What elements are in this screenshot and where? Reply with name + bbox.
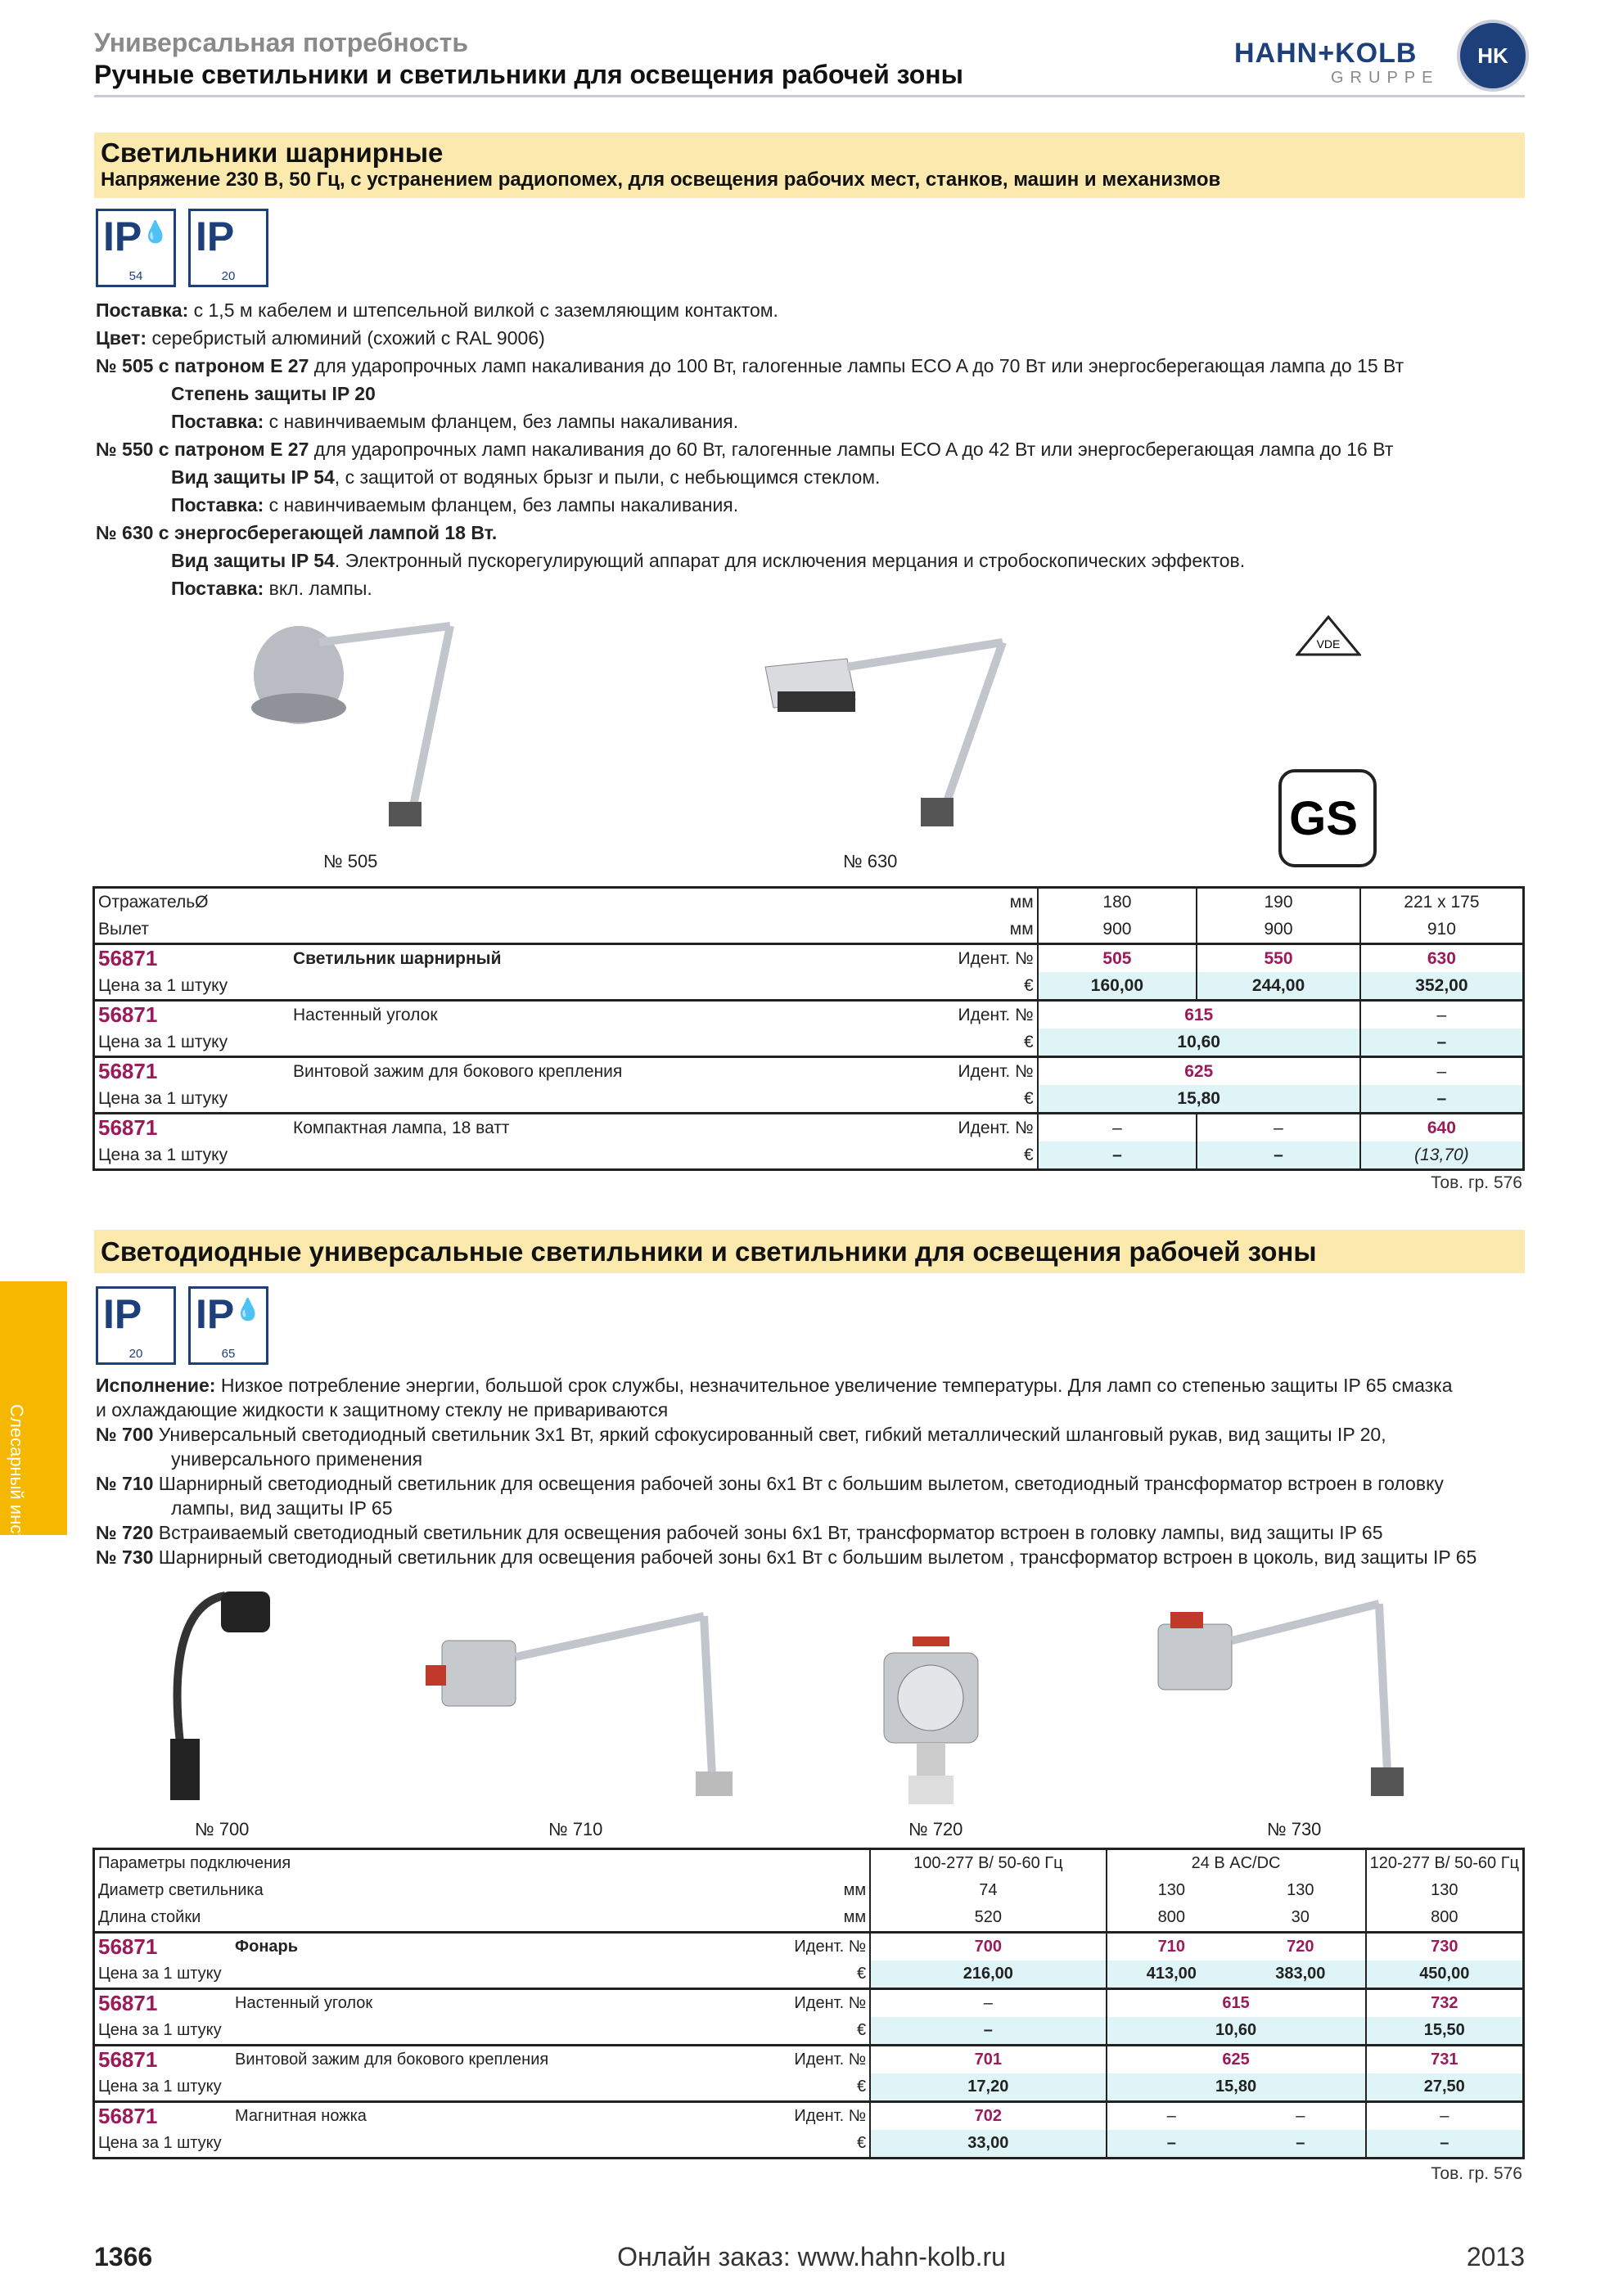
desc-line: Поставка: с 1,5 м кабелем и штепсельной вилкой с заземляющим контактом.	[96, 299, 778, 321]
table-row: Длина стойки мм 520 800 30 800	[94, 1904, 1524, 1933]
logo-mark-icon: HK	[1457, 20, 1529, 92]
desc-line: № 730 Шарнирный светодиодный светильник для освещения рабочей зоны 6х1 Вт с большим вылетом , трансформатор встроен в цоколь, вид защиты IP 65	[96, 1546, 1477, 1568]
side-tab	[0, 1281, 67, 1601]
section-title: Светодиодные универсальные светильники и светильники для освещения рабочей зоны	[101, 1236, 1317, 1267]
side-tab-label: Слесарный инструмент	[7, 1404, 27, 1601]
table-row: Цена за 1 штуку € – 10,60 15,50	[94, 2017, 1524, 2046]
desc-line: № 630 с энергосберегающей лампой 18 Вт.	[96, 522, 498, 543]
table-row: 56871 Настенный уголок Идент. № – 615 732	[94, 1989, 1524, 2018]
desc-line: Поставка: с навинчиваемым фланцем, без лампы накаливания.	[171, 494, 739, 515]
desc-line: лампы, вид защиты IP 65	[171, 1497, 393, 1519]
section-title: Светильники шарнирные	[101, 137, 444, 168]
desc-line: № 710 Шарнирный светодиодный светильник для освещения рабочей зоны 6х1 Вт с большим вылетом, светодиодный трансформатор встроен в головку	[96, 1473, 1444, 1494]
ip20-badge: IP 20	[96, 1286, 176, 1365]
lamp-710-image	[426, 1600, 737, 1804]
table-row: 56871 Винтовой зажим для бокового крепления Идент. № 701 625 731	[94, 2046, 1524, 2074]
section2-description	[96, 1373, 1536, 1569]
lamp-720-image	[868, 1628, 990, 1817]
table-row: Цена за 1 штуку € 17,20 15,80 27,50	[94, 2073, 1524, 2102]
desc-line: Поставка: вкл. лампы.	[171, 578, 372, 599]
section-subtitle: Напряжение 230 В, 50 Гц, с устранением радиопомех, для освещения рабочих мест, станков, машин и механизмов	[101, 169, 1221, 191]
table-row: Цена за 1 штуку € 33,00 – – –	[94, 2130, 1524, 2159]
brand-logo	[1234, 20, 1529, 95]
lamp-700-image	[164, 1587, 295, 1808]
desc-line: № 550 с патроном Е 27 для ударопрочных ламп накаливания до 60 Вт, галогенные лампы ECO A до 42 Вт или энергосберегающая лампа до 16 Вт	[96, 439, 1394, 460]
header-divider	[94, 95, 1525, 97]
ip54-badge: IP 💧 54	[96, 209, 176, 287]
desc-line: и охлаждающие жидкости к защитному стеклу не привариваются	[96, 1399, 669, 1420]
desc-line: Вид защиты IP 54. Электронный пускорегулирующий аппарат для исключения мерцания и стробоскопических эффектов.	[171, 550, 1246, 571]
gs-safety-mark-icon	[1278, 769, 1377, 867]
articulated-lamps-table	[92, 886, 1525, 1171]
table-row: Цена за 1 штуку € 160,00 244,00 352,00	[94, 972, 1524, 1001]
table-row: Цена за 1 штуку € 15,80 –	[94, 1085, 1524, 1114]
page-title: Ручные светильники и светильники для освещения рабочей зоны	[94, 60, 963, 89]
svg-text:GS: GS	[1289, 792, 1358, 845]
desc-line: Исполнение: Низкое потребление энергии, большой срок службы, незначительное увеличение температуры. Для ламп со степенью защиты IP 65 смазка	[96, 1375, 1453, 1396]
water-drops-icon: 💧	[234, 1297, 261, 1321]
desc-line: Степень защиты IP 20	[171, 383, 376, 404]
vde-mark-icon	[1296, 615, 1361, 658]
section1-description	[96, 296, 1536, 602]
desc-line: Цвет: серебристый алюминий (схожий с RAL 9006)	[96, 327, 545, 349]
ip20-badge: IP 20	[188, 209, 268, 287]
lamp-730-image	[1134, 1591, 1404, 1808]
table-row: 56871 Компактная лампа, 18 ватт Идент. № – – 640	[94, 1114, 1524, 1142]
desc-line: № 720 Встраиваемый светодиодный светильник для освещения рабочей зоны 6х1 Вт, трансформатор встроен в головку лампы, вид защиты IP 65	[96, 1522, 1383, 1543]
table-row: Вылет мм 900 900 910	[94, 916, 1524, 944]
table-row: 56871 Светильник шарнирный Идент. № 505 550 630	[94, 944, 1524, 973]
section-bar-articulated	[94, 133, 1525, 198]
table-row: ОтражательØ мм 180 190 221 x 175	[94, 888, 1524, 916]
caption-505: № 505	[323, 851, 378, 871]
order-link[interactable]: Онлайн заказ: www.hahn-kolb.ru	[617, 2242, 1006, 2271]
table-row: Цена за 1 штуку € 216,00 413,00 383,00 450,00	[94, 1961, 1524, 1989]
caption-710: № 710	[548, 1819, 603, 1839]
caption-730: № 730	[1267, 1819, 1322, 1839]
caption-630: № 630	[843, 851, 898, 871]
table-row: Цена за 1 штуку € – – (13,70)	[94, 1141, 1524, 1170]
lamp-630-image	[757, 610, 1052, 839]
table-row: Цена за 1 штуку € 10,60 –	[94, 1029, 1524, 1057]
table-footnote: Тов. гр. 576	[1431, 2164, 1522, 2183]
svg-text:VDE: VDE	[1316, 637, 1341, 651]
desc-line: Вид защиты IP 54, с защитой от водяных брызг и пыли, с небьющимся стеклом.	[171, 466, 881, 488]
catalog-year: 2013	[1466, 2242, 1525, 2271]
logo-text: HAHN+KOLB	[1234, 38, 1418, 69]
table-footnote: Тов. гр. 576	[1431, 1173, 1522, 1192]
lamp-505-image	[229, 610, 475, 839]
category-title: Универсальная потребность	[94, 28, 468, 57]
desc-line: № 505 с патроном Е 27 для ударопрочных ламп накаливания до 100 Вт, галогенные лампы ECO A до 70 Вт или энергосберегающая лампа до 15 Вт	[96, 355, 1404, 376]
caption-700: № 700	[195, 1819, 250, 1839]
table-row: Параметры подключения 100-277 В/ 50-60 Гц 24 В AC/DC 120-277 В/ 50-60 Гц	[94, 1849, 1524, 1878]
table-row: 56871 Настенный уголок Идент. № 615 –	[94, 1001, 1524, 1029]
table-row: 56871 Винтовой зажим для бокового крепления Идент. № 625 –	[94, 1057, 1524, 1086]
led-lamps-table	[92, 1848, 1525, 2159]
desc-line: универсального применения	[171, 1448, 423, 1470]
caption-720: № 720	[908, 1819, 963, 1839]
water-drops-icon: 💧	[142, 219, 169, 244]
section-bar-led	[94, 1230, 1525, 1273]
desc-line: Поставка: с навинчиваемым фланцем, без лампы накаливания.	[171, 411, 739, 432]
logo-subtext: GRUPPE	[1331, 69, 1440, 87]
ip65-badge: IP 💧 65	[188, 1286, 268, 1365]
table-row: Диаметр светильника мм 74 130 130 130	[94, 1877, 1524, 1904]
desc-line: № 700 Универсальный светодиодный светильник 3х1 Вт, яркий сфокусированный свет, гибкий металлический шланговый рукав, вид защиты IP 20,	[96, 1424, 1386, 1445]
table-row: 56871 Магнитная ножка Идент. № 702 – – –	[94, 2102, 1524, 2131]
page-number: 1366	[94, 2242, 153, 2271]
table-row: 56871 Фонарь Идент. № 700 710 720 730	[94, 1933, 1524, 1961]
